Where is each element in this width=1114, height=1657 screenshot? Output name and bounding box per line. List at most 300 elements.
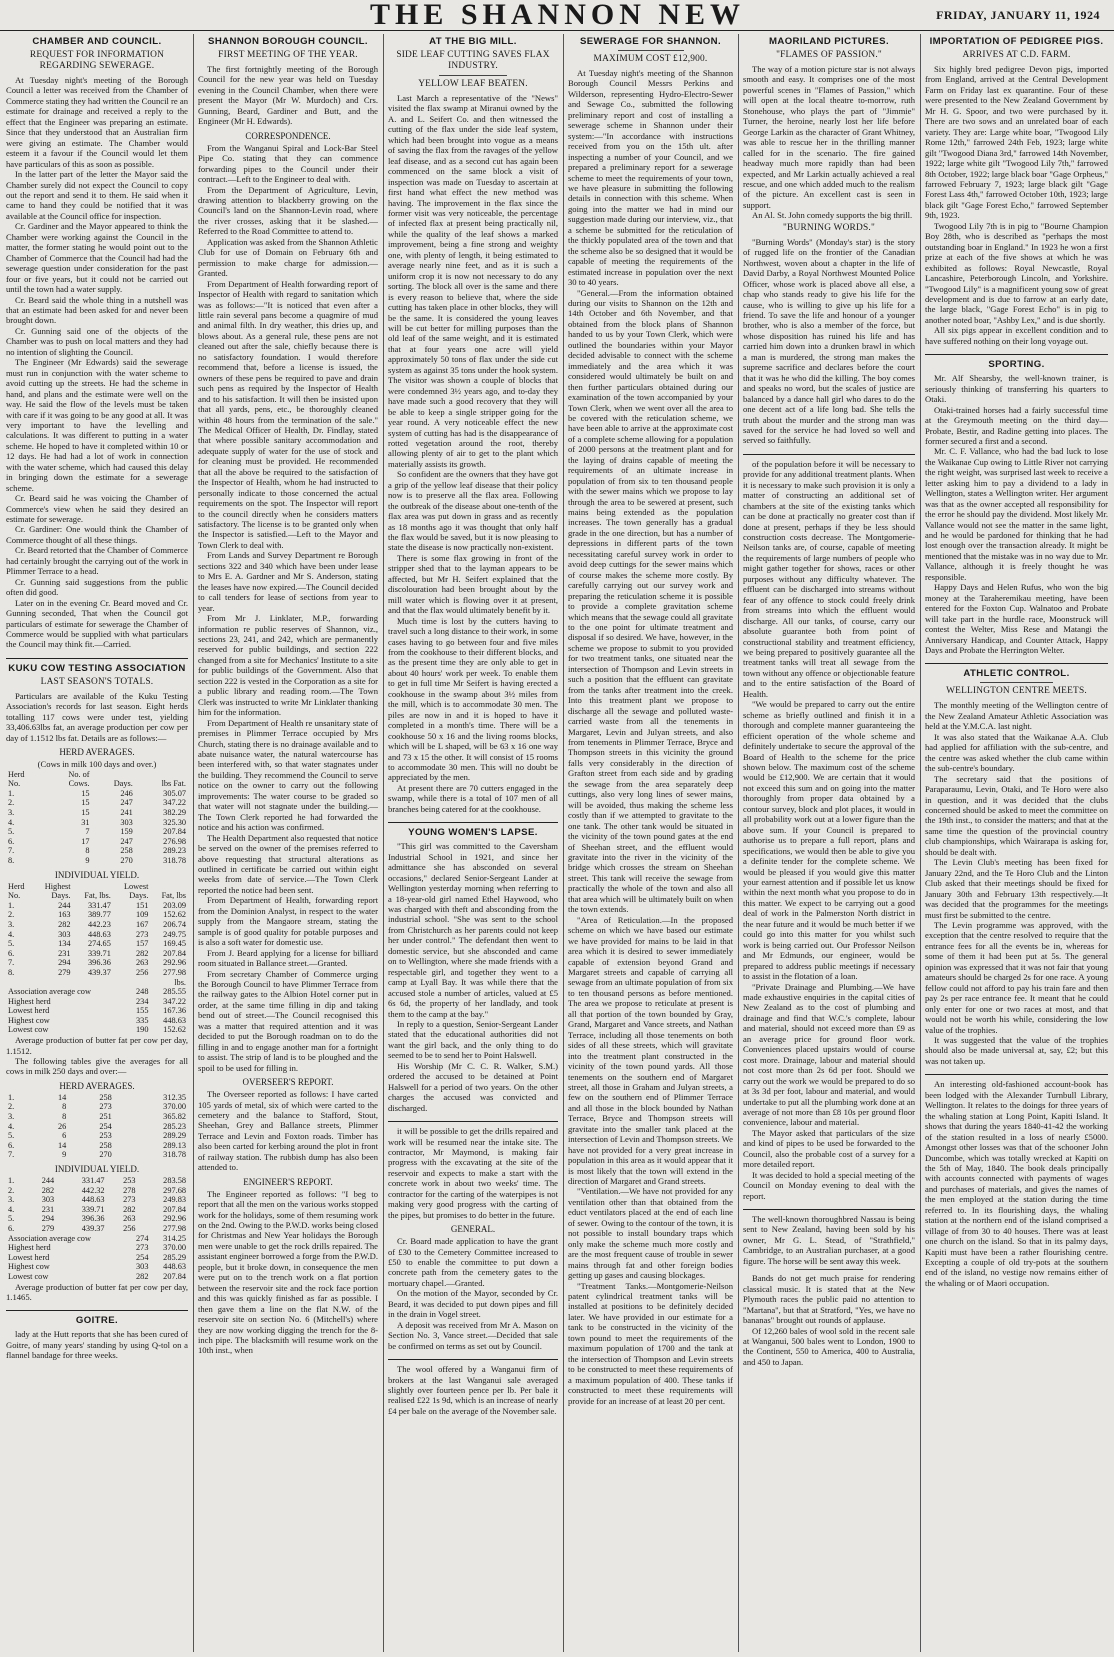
article-subheadline: REQUEST FOR INFORMATION REGARDING SEWERAGE. — [29, 50, 165, 71]
table-row — [6, 1025, 188, 1035]
paragraph: In reply to a question, Senior-Sergeant Lander stated that the educational authorities did not want the girl back, and the only thing to do seemed to be to send her to Point Halswell. — [388, 1018, 558, 1061]
paragraph: The wool offered by a Wanganui firm of brokers at the last Wanganui sale averaged slightly over fourteen pence per lb. Per bale it realised £22 1s 9d, which is an increase of nearly £4 per bale on the average of the November sale. — [388, 1364, 558, 1416]
paragraph: of the population before it will be necessary to provide for any additional treatment plants. When it is necessary to make such provision it is only a matter of constructing an additional set of chambers at the site of the existing tanks which can be done at practically no greater cost than if done at present, perhaps if they be less should construction costs decrease. The Montgomerie-Neilson tanks are, of course, capable of meeting the requirements of large numbers of people who might gather together for shows, races or other purposes without any difficulty whatever. The effluent can be discharged into streams without fear of any offence to stock could freely drink from streams into which the effluent would discharge. All our tanks, of course, carry our absolute guarantee both from point of constructional stability and treatment efficiency, we being prepared to positively guarantee all the treatment tanks will treat all sewage from the town without any offence or objectionable feature and to the entire satisfaction of the Board of Health. — [743, 458, 915, 699]
table-cell: 26 — [58, 1121, 67, 1131]
table-header — [92, 770, 135, 780]
table-cell: 274 — [136, 1233, 149, 1243]
paragraph: It was also stated that the Waikanae A.A. Club had applied for affiliation with the sub-centre, and the centre was asked whether the club came within the sub-centre's boundary. — [925, 731, 1108, 774]
paragraph: It was decided to hold a special meeting of the Council on Monday evening to deal with the report. — [743, 1169, 915, 1201]
table-cell: 303 — [58, 929, 71, 939]
table-row — [6, 1272, 188, 1282]
table-cell: 448.63 — [163, 1262, 186, 1272]
table-cell: 331.47 — [81, 1176, 105, 1186]
table-cell: 14 — [58, 1140, 67, 1150]
newspaper-title: THE SHANNON NEW — [370, 0, 746, 31]
column-1 — [6, 34, 188, 1652]
table-cell: 4. — [8, 1204, 15, 1214]
table-cell: 8. — [8, 967, 15, 977]
column-rule — [193, 34, 194, 1652]
section-subheading: ENGINEER'S REPORT. — [243, 1176, 333, 1187]
table-cell: 7. — [8, 958, 15, 968]
paragraph: Mr. Alf Shearsby, the well-known trainer, is seriously thinking of transferring his quarters to Otaki. — [925, 373, 1108, 405]
paragraph: lady at the Hutt reports that she has been cured of Goitre, of many years' standing by using Q-tol on a flannel bandage for three weeks. — [6, 1329, 188, 1361]
table-unit: lbs. — [174, 977, 186, 987]
paragraph: Cr. Gunning said one of the objects of the Chamber was to push on local matters and they had no intention of slighting the Council. — [6, 325, 188, 357]
section-divider — [925, 1074, 1108, 1075]
table-cell: 303 — [41, 1195, 55, 1205]
column-rule — [920, 34, 921, 1652]
item-divider — [795, 1269, 864, 1270]
paragraph: Happy Days and Helen Rufus, who won the big money at the Taraheremikau meeting, have been entered for the Foxton Cup. Walnatoo and Probate will take part in the hurdle race, Moonstruck will contest the Welter, Miss Rese and Matangi the Anniversary Handicap, and Counter Attack, Happy Days and Probate the Herrington Welter. — [925, 582, 1108, 656]
table-cell: 258 — [99, 1140, 112, 1150]
paragraph: From Mr J. Linklater, M.P., forwarding information re public reserves of Shannon, viz., sections 23, 241, and 242, which are permanently reserved for public buildings, and section 222 changed from a site for Mechanics' Institute to a site for public buildings of the Government. Also that section 222 is vested in the Corporation as a site for a public library and reading room.—The Town Clerk was instructed to write Mr Linklater thanking him for the information. — [198, 613, 378, 718]
paragraph: The Engineer (Mr Edwards) said the sewerage must run in conjunction with the water scheme to avoid cutting up the streets. He had the scheme in hand, and plans and the estimate were well on the way. He said the flow of the levels must be taken with care if it was going to be any good at all. It was very important to have the levelling and calculations. It was different to putting in a water scheme. He hoped to have it completed within 10 or 12 days. He had had a lot of work in connection with the water scheme, which had caused this delay in bringing down the estimate for a sewerage scheme. — [6, 357, 188, 493]
table-cell: 109 — [135, 910, 149, 920]
paragraph: Cr. Gardiner and the Mayor appeared to think the Chamber were working against the Council in the matter, the former stating he would point out to the Chamber of Commerce that the Council had had the sewerage question under consideration for the past four or five years, but it could not be carried out until the town had a water supply. — [6, 221, 188, 295]
table-cell: 6. — [8, 948, 15, 958]
table-row — [6, 1186, 188, 1196]
table-cell: 190 — [136, 1025, 149, 1035]
article-subheadline: "FLAMES OF PASSION." — [776, 50, 882, 60]
paragraph: Of 12,260 bales of wool sold in the recent sale at Wanganui, 500 bales went to London, 1900 to the Continent, 550 to America, 400 to Australia, and 450 to Japan. — [743, 1325, 915, 1367]
column-rule — [563, 34, 564, 1652]
table-cell: 282 — [135, 948, 149, 958]
table-header: Cows. — [68, 779, 90, 789]
paragraph: On the motion of the Mayor, seconded by Cr. Beard, it was decided to put down pipes and fill in the drain in Vogel street. — [388, 1288, 558, 1320]
table-cell: 294 — [41, 1214, 55, 1224]
table-header: Fat, lbs — [161, 891, 186, 901]
table-cell: 292.96 — [163, 1214, 186, 1224]
table-cell: 289.29 — [163, 1131, 186, 1141]
table-cell: 258 — [99, 1092, 112, 1102]
paragraph: The Health Department also requested that notice be served on the owner of the premises referred to above requesting that structural alterations as outlined in certificate be carried out within eight weeks from date of service.—The Town Clerk reported the notice had been sent. — [198, 832, 378, 895]
paragraph: In the latter part of the letter the Mayor said the Chamber surely did not expect the Council to copy out the report and send it to them. He said when it came to hand they could be notified that it was available at the Council office for inspection. — [6, 169, 188, 221]
table-row — [6, 789, 188, 799]
section-divider — [743, 1209, 915, 1210]
paragraph: Cr. Beard retorted that the Chamber of Commerce had certainly brought the carrying out of the work in Plimmer Terrace to a head. — [6, 545, 188, 577]
table-row — [6, 1102, 188, 1112]
column-4 — [568, 34, 733, 1652]
table-cell: 270 — [120, 855, 133, 865]
table-cell: 442.32 — [81, 1185, 105, 1195]
table-row — [6, 958, 188, 968]
table-cell: 3. — [8, 919, 15, 929]
table-row — [6, 949, 188, 959]
table-header: No. of — [68, 769, 90, 779]
table-cell: 157 — [135, 939, 149, 949]
paragraph: The Levin Club's meeting has been fixed for January 22nd, and the Te Horo Club and the Linton Club asked that their meetings should be fixed for January 30th and February 13th respectively.—It was decided that the programmes for the meetings must first be submitted to the centre. — [925, 857, 1108, 920]
table-row — [6, 930, 188, 940]
paragraph: At Tuesday night's meeting of the Shannon Borough Council Messrs Perkins and Wilderson, representing Hydro-Electro-Sewer and Sewage Co., submitted the following preliminary report and cost of installing a sewerage scheme in Shannon under their system:—"In accordance with instructions received from you on the 15th ult. after inspecting a number of your Council, and we prepared a preliminary report for a sewerage scheme to meet the requirements of your town, we have pleasure in submitting the following details in connection with this scheme. When going into the matter we had in mind our suggestion made during our interview, viz., that a scheme be submitted for the reticulation of the thickly populated area of the town and that the scheme also be so designed that it would be capable of meeting the requirements of the estimated increase in population over the next 30 to 40 years. — [568, 68, 733, 288]
table-cell: 253 — [99, 1131, 112, 1141]
table-cell: 7 — [85, 827, 90, 837]
section-subheading: GENERAL. — [450, 1224, 496, 1235]
section-divider — [925, 663, 1108, 664]
column-2 — [198, 34, 378, 1652]
table-title: INDIVIDUAL YIELD. — [54, 1164, 140, 1175]
paragraph: Application was asked from the Shannon Athletic Club for use of Domain on February 6th and permission to make charge for admission.—Granted. — [198, 236, 378, 279]
table-cell: 303 — [136, 1262, 149, 1272]
column-5 — [743, 34, 915, 1652]
column-rule — [383, 34, 384, 1652]
issue-date: FRIDAY, JANUARY 11, 1924 — [936, 8, 1100, 22]
article-headline: MAORILAND PICTURES. — [768, 36, 890, 47]
table-row — [6, 818, 188, 828]
table-cell: 251 — [99, 1112, 112, 1122]
table-cell: 289.23 — [163, 846, 186, 856]
table-cell: 448.63 — [81, 1195, 105, 1205]
table-row — [6, 1141, 188, 1151]
paragraph: Last March a representative of the "News" visited the flax swamp at Miranui owned by the A. and L. Seifert Co. and then witnessed the cutting of the flax under the side leaf system, which had been brought into vogue as a means of saving the flax from the ravages of the yellow leaf disease, and as a second cut has again been commenced on the same block a visit of inspection was made on Tuesday to ascertain at first hand what effect the new method was having. The improvement in the flax since the former visit was very noticeable, the percentage of infected flax at present being practically nil, while the quality of the leaf shows a marked improvement, being a fine strong and weighty one, with plenty of length, it being estimated to average nearly nine feet, and as it is such a uniform crop it is now not necessary to do any sorting. The block all over is the same and there is every reason to believe that, where the side cutting has taken place in other blocks, they will be the same. It is considered the young leaves will be cut better for milling purposes than the old leaf of the same weight, and it is estimated that at four years one acre will yield approximately 50 tons of flax under the side cut system as against 35 tons under the hook system. The visitor was shown a couple of blocks that were condemned 3½ years ago, and to-day they have made such a good recovery that they will be able to keep a single stripper going for the year round. A very noticeable effect the new system of cutting has had is the disappearance of rotted vegetation around the root, thereby allowing plenty of air to get to the plant which materially assists its growth. — [388, 93, 558, 469]
table-cell: 3. — [8, 808, 15, 818]
table-cell: 247 — [120, 836, 133, 846]
table-row — [6, 1205, 188, 1215]
table-cell: 276.98 — [163, 836, 186, 846]
table-row — [6, 939, 188, 949]
table-cell: 439.37 — [81, 1224, 105, 1234]
table-cell: 234 — [136, 996, 149, 1006]
table-cell: 279 — [41, 1224, 55, 1234]
table-cell: 14 — [58, 1092, 67, 1102]
table-row — [6, 1122, 188, 1132]
table-cell: 256 — [123, 1224, 136, 1234]
paragraph: Much time is lost by the cutters having to travel such a long distance to their work, in some cases having to go between four and five miles from the cookhouse to their different blocks, and as the present time they are only able to get in about 40 hours' work per week. To enable them to get in full time Mr Seifert is having erected a cookhouse in the swamp about 3½ miles from the mill, which is to accommodate 30 men. The piles are now in and it is hoped to have it completed in a month's time. There will be a cookhouse 50 x 16 and the living rooms blocks, which will be L shaped, will be 63 x 16 one way and 73 x 15 the other. It will consist of 15 rooms to accommodate 30 men. This will no doubt be appreciated by the men. — [388, 615, 558, 783]
table-cell: 2. — [8, 1102, 15, 1112]
table-cell: 17 — [81, 836, 90, 846]
paragraph: Cr. Gardiner: One would think the Chamber of Commerce thought of all these things. — [6, 524, 188, 545]
table-cell: 4. — [8, 929, 15, 939]
table-cell: 244 — [41, 1176, 55, 1186]
table-row — [6, 978, 188, 988]
section-divider — [6, 658, 188, 659]
section-divider — [388, 1121, 558, 1122]
table-cell — [6, 978, 128, 988]
table-cell: 254 — [99, 1121, 112, 1131]
table-cell: 273 — [99, 1102, 112, 1112]
table-row — [6, 920, 188, 930]
section-subheading: CORRESPONDENCE. — [245, 130, 331, 141]
table-cell: 8 — [85, 846, 90, 856]
table-row — [6, 837, 188, 847]
paragraph: A deposit was received from Mr A. Mason on Section No. 3, Vance street.—Decided that sale be confirmed on terms as set out by Council. — [388, 1319, 558, 1351]
headline-divider — [439, 75, 507, 76]
table-cell: 1. — [8, 900, 15, 910]
table-row — [6, 901, 188, 911]
table-cell: 285.23 — [163, 1121, 186, 1131]
paragraph: At present there are 70 cutters engaged in the swamp, while there is a total of 107 men of all branches being catered for at the cookhouse. — [388, 782, 558, 814]
table-cell: 273 — [136, 1243, 149, 1253]
column-6 — [925, 34, 1108, 1652]
paragraph: Cr. Beard said he was voicing the Chamber of Commerce's view when he said they desired an estimate for sewerage. — [6, 493, 188, 525]
paragraph: There is some flax growing in front of the stripper shed that to the layman appears to be affected, but Mr H. Seifert explained that the discolouration had been brought about by the mill water which is flowing over it at present, and that the flax would ultimately benefit by it. — [388, 552, 558, 616]
table-cell: 169.45 — [163, 939, 186, 949]
table-cell: 5. — [8, 827, 15, 837]
table-cell: Lowest herd — [8, 1006, 50, 1016]
table-row — [6, 1006, 188, 1016]
table-cell: 273 — [135, 929, 149, 939]
paragraph: "Burning Words" (Monday's star) is the story of rugged life on the frontier of the Canadian Northwest, woven about a chapter in the life of David Darby, a Royal Northwest Mounted Police Officer, whose work is placed above all else, a chap who stands ready to give his life for the cause, who is willing to give up his life for a friend. To save the life and honour of a younger brother, who is also a member of the force, but whose disposition has ruined his life and has carried him down into a drunken brawl in which a man is murdered, the strong man makes the supreme sacrifice and declares before the court that it was he who did the killing. The boy comes and speaks no word, but the scales of justice are balanced by a dance hall girl who dares to do the one decent act of a life long bad. She tells the truth about the murder and the strong man was saved for the service he had loved so well and served so faithfully. — [743, 236, 915, 446]
table-cell: Association average cow — [8, 987, 91, 997]
article-body — [6, 75, 188, 650]
table-row — [6, 1150, 188, 1160]
paragraph: "General.—From the information obtained during our visits to Shannon on the 12th and 14th October and 6th November, and that obtained from the block plans of Shannon handed to us by your Town Clerk, which were outlined the boundaries within your Mayor decided advisable to connect with the scheme immediately and the area which it was considered would ultimately be built on and then further particulars obtained during our examination of the town accompanied by your Town Clerk, when we went over all the area to be covered with the reticulation scheme, we have been able to arrive at the approximate cost of a complete scheme allowing for a population of 2000 persons at the treatment plant and for the laying of drains capable of meeting the requirements of an ultimate increase in population of from six to ten thousand people with the sewer mains which we propose to lay through the area to be sewered at present, such mains being extended as the population increases. The town generally has a gradual grade in the one direction, but has a number of depressions in different parts of the town necessitating careful survey work in order to avoid deep cuttings for the sewer mains which of course makes the scheme more costly. By carefully carrying out our survey work and preparing the reticulation scheme it is possible to provide a complete gravitation scheme which means that the sewage could all gravitate to the one point for ultimate treatment and disposal if so desired. We have, however, in the scheme we propose to submit to you provided for two treatment tanks, one situated near the intersection of Thompson and Levin streets in such a position that the effluent can gravitate from the tanks after treatment into the creek. Into this treatment plant we propose to discharge all the sewage and polluted waste-carried waste from all the tenements in Margaret, Levin and Julyan streets, and also from tenements in Plimmer Terrace, Bryce and Thompson streets in this vicinity the ground falls very considerably in the direction of Grafton street from each side and by grading the sewage from the area separately deep cuttings, also very long lines of sewer mains, will be avoided, thus making the scheme less costly than if we attempted to gravitate to the one tank. The other tank would be situated in the vicinity of the town pound gates at the end of Sheehan street, and the effluent would gravitate into the river in the vicinity of the bridge which crosses the stream on Sheehan street. This tank will receive the sewage from practically the whole of the town and also all that area which will be ultimately built on when the town extends. — [568, 287, 733, 915]
table-cell: 389.77 — [88, 910, 111, 920]
table-cell: 5. — [8, 1131, 15, 1141]
table-cell: 285.55 — [163, 987, 186, 997]
table-cell: 448.63 — [163, 1015, 186, 1025]
table-header: Highest — [44, 881, 71, 891]
table-cell: 283.58 — [163, 1176, 186, 1186]
table-cell: 448.63 — [88, 929, 111, 939]
table-cell: 347.22 — [163, 798, 186, 808]
table-cell: 5. — [8, 1214, 15, 1224]
table-cell: 4. — [8, 1121, 15, 1131]
article-headline: IMPORTATION OF PEDIGREE PIGS. — [929, 36, 1104, 47]
section-divider — [388, 822, 558, 823]
table-cell: 263 — [123, 1214, 136, 1224]
herd-averages-table — [6, 770, 188, 866]
table-row — [6, 1243, 188, 1253]
paragraph: "Area of Reticulation.—In the proposed scheme on which we have based our estimate we have provided for mains to be laid in that area which it is desired to sewer immediately capable of extension beyond Grand and Margaret streets and capable of carrying all sewage from an ultimate population of from six to ten thousand persons as before mentioned. The area we propose to reticulate at present is all that portion of the town bounded by Gray, Grand, Margaret and Vance streets, and Nathan Terrace, including all those tenements on both sides of all these streets, which will gravitate into the treatment plant constructed in the vicinity of the town pound yards. All those tenements on the southern end of Margaret street, all those in Graham and Julyan streets, a few on the southern end of Plimmer Terrace and all those in the block bounded by Nathan Terrace, Bryce and Thompson streets will gravitate into the smaller tank placed at the intersection of Levin and Thompson streets. We have not provided for a very great increase in population in this area as it would appear that it is most likely that the town will extend in the direction of Margaret and Grand streets. — [568, 914, 733, 1187]
table-cell: 249.83 — [163, 1195, 186, 1205]
table-row — [6, 1224, 188, 1234]
table-cell: 203.09 — [163, 900, 186, 910]
paragraph: The Engineer reported as follows: "I beg to report that all the men on the various works stopped work for the holidays, some of them resuming work on the 2nd. Owing to the P.W.D. works being closed for Christmas and New Year holidays the Borough men were unable to get the rock drills repaired. The assistant engineer borrowed a forge from the P.W.D. people, but it broke down, in consequence the men were put on to the trench work on a flat portion between the reservoir site and the rock face portion and this was quickly finished as far as possible. I then gave them a line on the flat N.W. of the reservoir site on section No. 6 (Mitchell's) where they are now working digging the trench for the 8-inch pipe. The blacksmith will resume work on the 10th inst., when — [198, 1188, 378, 1356]
table-row — [6, 910, 188, 920]
table-cell: 279 — [58, 967, 71, 977]
paragraph: Cr. Beard said the whole thing in a nutshell was that an estimate had been asked for and never been brought down. — [6, 294, 188, 326]
table-cell: 1. — [8, 1092, 15, 1102]
article-subheadline: YELLOW LEAF BEATEN. — [418, 79, 528, 89]
table-cell: 282 — [58, 919, 71, 929]
individual-yield-table — [6, 882, 188, 978]
table-cell: 297.68 — [163, 1185, 186, 1195]
paragraph: Twogood Lily 7th is in pig to "Bourne Champion Boy 28th, who is described as "perhaps the most outstanding boar in England." In 1923 he won a first prize at each of the five shows at which he was exhibited as follows: Royal Newcastle, Royal Lancashire, Peterborough Lincoln, and Yorkshire. "Twogood Lily" is a magnificent young sow of great development and is due to farrow at an early date, the large black, "Gage Forest Echo" is in pig to another noted boar, "Ashby Lex," and is due shortly. — [925, 220, 1108, 325]
table-row — [6, 1234, 188, 1244]
table-cell: 159 — [120, 827, 133, 837]
table-cell: 396.36 — [81, 1214, 105, 1224]
table-cell: 207.84 — [163, 1271, 186, 1281]
table-header: Days. — [113, 779, 133, 789]
table-cell: 248 — [136, 987, 149, 997]
table-cell: 335 — [136, 1015, 149, 1025]
table-cell: 163 — [58, 910, 71, 920]
table-cell: 274.65 — [88, 939, 111, 949]
paragraph: It was suggested that the value of the trophies should also be made universal at, say, £2; but this was not taken up. — [925, 1034, 1108, 1066]
table-title: HERD AVERAGES. — [59, 1080, 135, 1091]
table-cell: 8 — [62, 1112, 67, 1122]
table-header — [135, 770, 188, 780]
table-cell: 289.13 — [163, 1140, 186, 1150]
table-cell: 5. — [8, 939, 15, 949]
paragraph: Later on in the evening Cr. Beard moved and Cr. Gunning seconded, That when the Council got particulars of estimate for sewerage the Chamber of Commerce would be supplied with what particulars the Council may think fit.—Carried. — [6, 597, 188, 650]
table-row — [6, 1112, 188, 1122]
paragraph: Mr. C. F. Vallance, who had the bad luck to lose the Waikanae Cup owing to Little River not carrying the right weight, was surprised last week to receive a letter asking him to pay a dividend to a lady in Wellington, states a Wellington writer. Her argument was that as the owner accepted all responsibility for the error he should pay the dividend. Most likely Mr. Vallance would not see the matter in the same light, and he would be pardoned for thinking that he had lost enough over the transaction already. It might be mentioned that the mistake was in no way due to Mr. Vallance, although it is freely thought he was responsible. — [925, 446, 1108, 582]
table-cell: 207.84 — [163, 1204, 186, 1214]
table-cell: Lowest herd — [8, 1252, 50, 1262]
table-row — [6, 846, 188, 856]
table-cell: 151 — [135, 900, 149, 910]
table-cell: 167 — [135, 919, 149, 929]
summary-table — [6, 1234, 188, 1282]
paragraph: The Levin programme was approved, with the exception that the centre resolved to require that the entrance fees for all the events be in, whereas for some of them it had been put at 5s. The general opinion was expressed that it was not fair that young amateurs should be charged 2s for one race. A young fellow could not afford to pay his train fare and then pay 2s per race entrance fee. It meant that he could only enter for one or two races at most, and that would not be worth his while, considering the low value of the trophies. — [925, 919, 1108, 1035]
table-cell: 305.07 — [163, 788, 186, 798]
paragraph: Average production of butter fat per cow per day, 1.1512. — [6, 1035, 188, 1056]
table-cell: 152.62 — [163, 910, 186, 920]
table-cell: 152.62 — [163, 1025, 186, 1035]
table-cell: Highest herd — [8, 996, 51, 1006]
table-cell: 15 — [81, 808, 90, 818]
table-cell: 278 — [123, 1185, 136, 1195]
table-cell: 1. — [8, 788, 15, 798]
article-headline: ATHLETIC CONTROL. — [963, 668, 1070, 680]
paragraph: it will be possible to get the drills repaired and work will be resumed near the intake site. The contractor, Mr Maymond, is making fair progress with the excavating at the site of the reservoir and expects to make a start with the concrete work in about two weeks' time. The contractor for the carting of the waterpipes is not making very good progress with the carting of the pipes, but promises to do better in the future. — [388, 1126, 558, 1220]
table-cell: Highest herd — [8, 1243, 51, 1253]
masthead — [0, 0, 1114, 31]
article-subheadline: WELLINGTON CENTRE MEETS. — [946, 686, 1087, 697]
table-row — [6, 1195, 188, 1205]
table-cell: 6. — [8, 836, 15, 846]
table-cell: Lowest cow — [8, 1025, 49, 1035]
paragraph: From J. Beard applying for a license for billiard room situated in Ballance street.—Granted. — [198, 947, 378, 969]
paragraph: The first fortnightly meeting of the Borough Council for the new year was held on Tuesday evening in the Council Chamber, when there were present the Mayor (Mr W. Murdoch) and Crs. Gunning, Beard, Gardiner and Butt, and the Engineer (Mr H. Edwards). — [198, 64, 378, 127]
table-cell: 8. — [8, 855, 15, 865]
table-cell: 6. — [8, 1140, 15, 1150]
table-title: HERD AVERAGES. — [59, 747, 135, 758]
table-cell: 339.71 — [88, 948, 111, 958]
headline-divider — [980, 682, 1053, 683]
table-cell — [128, 978, 151, 988]
table-cell: 282 — [123, 1204, 136, 1214]
table-cell: 254 — [136, 1252, 149, 1262]
paragraph: The Overseer reported as follows: I have carted 105 yards of metal, six of which were carted to the cemetery and the balance to Stafford, Stout, Sheehan, Grey and Ballance streets, Plimmer Terrace and Levin and Foxton roads. Timber has also been carted for kerbing around the plot in front of railway station. The rubbish dump has also been attended to. — [198, 1089, 378, 1173]
summary-table — [6, 978, 188, 1036]
table-cell: 258 — [120, 846, 133, 856]
paragraph: "Treatment Tanks.—Montgomerie-Neilson patent cylindrical treatment tanks will be installed at positions to be definitely decided later. We have provided in our estimate for a tank to be constructed in the vicinity of the town pound to meet the requirements of the maximum population of 1700 and the tank at the intersection of Thompson and Levin streets to be constructed to meet these requirements of a maximum population of 400. These tanks if constructed to meet these requirements will provide for an increase of at least 20 per cent. — [568, 1280, 733, 1406]
article-subheadline: SIDE LEAF CUTTING SAVES FLAX INDUSTRY. — [396, 50, 550, 71]
paragraph: From the Wanganui Spiral and Lock-Bar Steel Pipe Co. stating that they can commence forwarding pipes to the Council under their contract.—Left to the Engineer to deal with. — [198, 142, 378, 185]
paragraph: "Private Drainage and Plumbing.—We have made exhaustive enquiries in the capital cities of New Zealand as to the cost of plumbing and drainage and find that W.C.'s complete, labour and material, should not exceed more than £9 as an average price for ground floor work. Conveniences placed upstairs would of course cost more. Drainage, labour and material should not cost more than 2s 6d per foot. Should we carry out the work we would be prepared to do so at 3s 3d per foot, labour and material, and would undertake to put all the plumbing work done at an average of not more than £8 10s per ground floor convenience, labour and material. — [743, 981, 915, 1128]
table-cell: 7. — [8, 846, 15, 856]
column-rule — [738, 34, 739, 1652]
table-cell: 263 — [135, 958, 149, 968]
paragraph: "We would be prepared to carry out the entire scheme as briefly outlined and finish it in a thorough and complete manner guaranteeing the efficient operation of the whole scheme and definitely undertake to secure the approval of the Board of Health to the scheme for the price shown below. The maximum cost of the scheme would be £12,900. We are certain that it would not exceed this sum and on going into the matter thoroughly from proper data obtained by a contour survey, block and plot places, it would in all probability work out at a lower figure than the above sum. If your Council is prepared to authorise us to prepare a full report, plans and specifications, we would then be able to give you a definite tender for the complete scheme. We would be pleased if you would give this matter your earnest attention and if possible let us know within the next month what you propose to do in this matter. We expect to be carrying out a good deal of work in the Palmerston North district in the near future and it would be much better if we could go into this matter for you whilst such work is being carried out. Our Professor Neilson and Mr Edmunds, our engineer, would be prepared to address public meetings if necessary to assist in the flotation of a loan. — [743, 699, 915, 982]
table-cell: 318.78 — [163, 1150, 186, 1160]
table-cell: 231 — [41, 1204, 55, 1214]
paragraph: An interesting old-fashioned account-book has been lodged with the Alexander Turnbull Library, Wellington. It relates to the doings for three years of the whaling station at Long Point, Kapiti Island. It shows that during the years 1840-41-42 the working of the station resulted in a loss of nearly £5000. Amongst other losses was that of the schooner John Duncombe, which was totally wrecked at Kapiti on the 5th of May, 1840. The book deals principally with accounts connected with payments of wages and purchases of materials, and gives the names of the men employed at the station during the time referred to. In its flourishing days, the whaling station at the northern end of the island comprised a village of from 30 to 40 houses. There was at least one church on the island. So that in its palmy days, Kapiti must have been a rather flourishing centre. Excepting a couple of old try-pots at the southern end of the island, no vestige now remains either of the whaling or of Maori occupation. — [925, 1079, 1108, 1288]
table-cell: 347.22 — [163, 996, 186, 1006]
table-header-row — [6, 882, 188, 892]
paragraph: All six pigs appear in excellent condition and to have suffered nothing on their long voyage out. — [925, 325, 1108, 346]
table-cell: 8 — [62, 1102, 67, 1112]
table-cell: 3. — [8, 1112, 15, 1122]
table-row — [6, 987, 188, 997]
article-subheadline: ARRIVES AT C.D. FARM. — [962, 50, 1071, 60]
table-cell: 9 — [62, 1150, 67, 1160]
paragraph: So confident are the owners that they have got a grip of the yellow leaf disease that their policy now is to preserve all the flax area. Following the outbreak of the disease about one-tenth of the flax area was put down in grass and as recently as 18 months ago it was thought that only half the flax would be saved, but it is now pleasing to state the disease is now practically non-existent. — [388, 469, 558, 553]
table-cell: 396.36 — [88, 958, 111, 968]
article-headline: SHANNON BOROUGH COUNCIL. — [208, 36, 368, 47]
table-cell: 339.71 — [81, 1204, 105, 1214]
table-header: Herd — [8, 881, 25, 891]
table-cell: 241 — [120, 808, 133, 818]
table-cell: 303 — [120, 817, 133, 827]
article-headline: SPORTING. — [988, 359, 1045, 371]
paragraph: The Mayor asked that particulars of the size and kind of pipes to be used be forwarded to the Council, also the probable cost of a survey for a more detailed report. — [743, 1127, 915, 1170]
table-cell: 273 — [123, 1195, 136, 1205]
table-cell: 6. — [8, 1224, 15, 1234]
table-note: (Cows in milk 100 days and over.) — [37, 759, 157, 770]
article-headline: SEWERAGE FOR SHANNON. — [579, 36, 722, 47]
table-cell: Highest cow — [8, 1015, 50, 1025]
paragraph: From Department of Health, forwarding report from the Dominion Analyst, in respect to the water supply from the Mangaore stream, stating the sample is of good quality for potable purposes and is also a soft water for domestic use. — [198, 895, 378, 948]
article-subheadline: LAST SEASON'S TOTALS. — [40, 676, 154, 687]
table-cell: 314.25 — [163, 1233, 186, 1243]
paragraph: The monthly meeting of the Wellington centre of the New Zealand Amateur Athletic Association was held at the Y.M.C.A. last night. — [925, 700, 1108, 732]
paragraph: Cr. Gunning said suggestions from the public often did good. — [6, 576, 188, 598]
table-cell: 331.47 — [88, 900, 111, 910]
table-cell: 1. — [8, 1176, 15, 1186]
table-row — [6, 1214, 188, 1224]
article-headline: AT THE BIG MILL. — [429, 36, 517, 47]
paragraph: An Al. St. John comedy supports the big thrill. — [752, 210, 913, 221]
table-cell: Lowest cow — [8, 1271, 49, 1281]
table-cell: Highest cow — [8, 1262, 50, 1272]
table-header — [150, 882, 188, 892]
table-cell: 2. — [8, 910, 15, 920]
table-cell: 277.98 — [163, 967, 186, 977]
table-header: Days. — [129, 891, 149, 901]
table-cell: Association average cow — [8, 1233, 91, 1243]
table-cell: 15 — [81, 798, 90, 808]
paragraph: From the Department of Agriculture, Levin, drawing attention to blackberry growing on the Council's land on the Shannon-Levin road, where the river crosses, asking that it be slashed.—Referred to the Road Committee to attend to. — [198, 184, 378, 237]
article-headline: KUKU COW TESTING ASSOCIATION — [8, 662, 186, 674]
paragraph: At Tuesday night's meeting of the Borough Council a letter was received from the Chamber of Commerce stating they had written the Council re an estimate for drainage and received a reply to the effect that the Engineer was preparing an estimate. Since that they understood that an Australian firm were giving an estimate. The Chamber would esteem it a favour if the Council would let them have particulars of this as soon as possible. — [6, 75, 188, 169]
table-header: Fat, lbs. — [84, 891, 111, 901]
table-title: INDIVIDUAL YIELD. — [54, 869, 140, 880]
article-subheadline: "BURNING WORDS." — [783, 222, 875, 233]
table-header: Days. — [51, 891, 71, 901]
paragraph: From Department of Health forwarding report of Inspector of Health with regard to sanitation which was as follows:—"It is noticed that even after a little rain several pans become a quagmire of mud and animal filth. In dry weather, this dries up, and blows about. As a general rule, these pens are not cleaned out after the sale, chiefly because there is no satisfactory foundation. I would therefore recommend that, before a license is issued, the owners of these pens be required to pave and drain such pens as required by the Inspector of Health and to his satisfaction. It will then be insisted upon that all yards, pens, etc., be thoroughly cleaned within 48 hours from the termination of the sale." The Medical Officer of Health, Dr. Findlay, stated that where possible sanitary accommodation and adequate supply of water for the use of stock and for cleaning must be provided. He recommended that all the above be required to the satisfaction of the Inspector of Health, whom he had instructed to personally indicate to those concerned the actual requirements on the spot. The Inspector will report to the council directly when he considers matters satisfactory. The license is to be granted only when the Inspector is satisfied.—Left to the Mayor and Town Clerk to deal with. — [198, 278, 378, 550]
table-row — [6, 856, 188, 866]
table-cell: 249.75 — [163, 929, 186, 939]
table-header: No. — [8, 779, 21, 789]
paragraph: His Worship (Mr C. C. R. Walker, S.M.) ordered the accused to be detained at Point Halswell for a period of two years. On the other charges the accused was convicted and discharged. — [388, 1060, 558, 1113]
table-cell: 2. — [8, 1185, 15, 1195]
table-row — [6, 1093, 188, 1103]
table-cell: 270 — [99, 1150, 112, 1160]
article-headline: YOUNG WOMEN'S LAPSE. — [408, 827, 538, 839]
table-cell: 285.29 — [163, 1252, 186, 1262]
table-cell: 6 — [62, 1131, 67, 1141]
table-cell: 325.30 — [163, 817, 186, 827]
paragraph: Average production of butter fat per cow per day, 1.1465. — [6, 1281, 188, 1303]
paragraph: Bands do not get much praise for rendering classical music. It is stated that at the New Plymouth races the public paid no attention to "Martana", but that at Stratford, "Yes, we have no bananas" brought out rounds of applause. — [743, 1273, 915, 1326]
table-row — [6, 1262, 188, 1272]
table-cell: 155 — [136, 1006, 149, 1016]
table-cell: 231 — [58, 948, 71, 958]
table-cell: 442.23 — [88, 919, 111, 929]
table-cell: 253 — [123, 1176, 136, 1186]
section-divider — [925, 354, 1108, 355]
table-row — [6, 798, 188, 808]
table-header: Lowest — [123, 881, 149, 891]
table-header — [73, 882, 113, 892]
table-row — [6, 1176, 188, 1186]
table-header-row — [6, 891, 188, 901]
article-subheadline: FIRST MEETING OF THE YEAR. — [218, 50, 358, 60]
paragraph: The well-known thoroughbred Nassau is being sent to New Zealand, having been sold by his owner, Mr G. L. Stead, of "Strathfield," Cambridge, to an Australian purchaser, at a good figure. The horse will be sent away this week. — [743, 1214, 915, 1266]
